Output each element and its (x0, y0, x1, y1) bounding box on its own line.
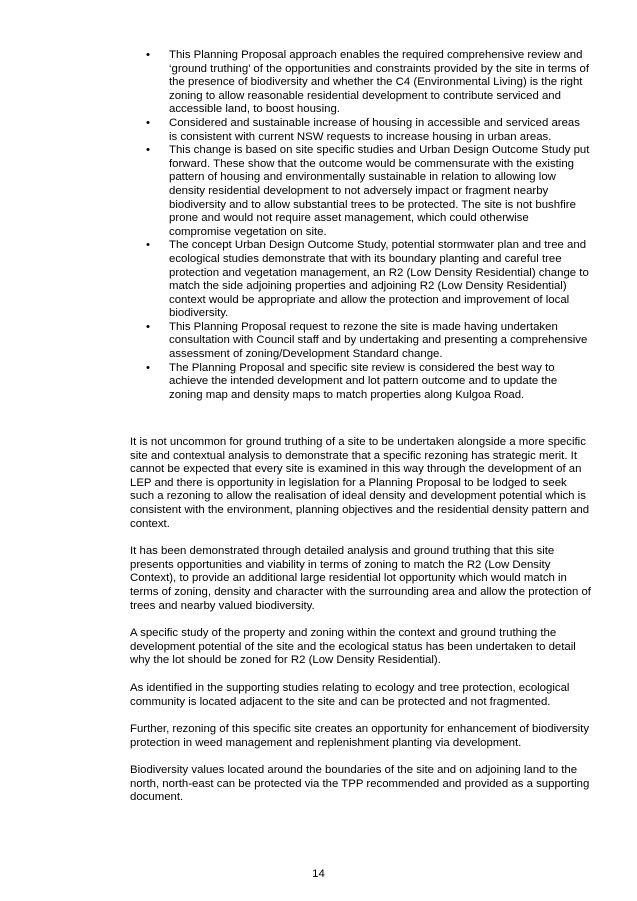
bullet-item (140, 49, 590, 117)
bullet-marker: • (146, 116, 150, 129)
bullet-marker: • (146, 144, 150, 157)
bullet-marker: • (146, 361, 150, 374)
paragraph: Biodiversity values located around the boundaries of the site and on adjoining land to the north, north-east can be protected via the TPP recommended and provided as a supporting document. (130, 764, 590, 804)
bullet-item (140, 144, 590, 239)
page-number: 14 (312, 868, 325, 880)
bullet-text: The concept Urban Design Outcome Study, potential stormwater plan and tree and ecological studies demonstrate that with its boundary planting and careful tree protection and vegetation management, an R2 (Low Density Residential) change to match the side adjoining properties and adjoining R2 (Low Density Residential) context would be appropriate and allow the protection and improvement of local biodiversity. (169, 239, 589, 320)
bullet-text: This Planning Proposal request to rezone the site is made having undertaken consultation with Council staff and by undertaking and presenting a comprehensive assessment of zoning/Development Standard change. (169, 320, 588, 361)
paragraph: A specific study of the property and zoning within the context and ground truthing the development potential of the site and the ecological status has been undertaken to detail why the lot should be zoned for R2 (Low Density Residential). (130, 627, 576, 667)
paragraph: As identified in the supporting studies relating to ecology and tree protection, ecological community is located adjacent to the site and can be protected and not fragmented. (130, 681, 570, 708)
bullet-item (140, 117, 590, 144)
bullet-marker: • (146, 320, 150, 333)
body-paragraphs (130, 436, 592, 819)
bullet-text: This Planning Proposal approach enables the required comprehensive review and ‘ground truthing’ of the opportunities and constraints provided by the site in terms of the presence of biodiversity and whether the C4 (Environmental Living) is the right zoning to allow reasonable residential development to contribute serviced and accessible land, to boost housing. (169, 49, 590, 116)
bullet-item (140, 239, 590, 321)
bullet-text: Considered and sustainable increase of housing in accessible and serviced areas is consistent with current NSW requests to increase housing in urban areas. (169, 116, 580, 143)
bullet-item (140, 321, 590, 362)
paragraph: Further, rezoning of this specific site creates an opportunity for enhancement of biodiversity protection in weed management and replenishment planting via development. (130, 723, 590, 749)
bullet-marker: • (146, 239, 150, 252)
bullet-item (140, 362, 590, 403)
bullet-text: This change is based on site specific studies and Urban Design Outcome Study put forward. These show that the outcome would be commensurate with the existing pattern of housing and environmentally sustainable in relation to allowing low density residential development to not adversely impact or fragment nearby biodiversity and to allow substantial trees to be protected. The site is not bushfire prone and would not require asset management, which could otherwise compromise vegetation on site. (169, 144, 590, 238)
bullet-text: The Planning Proposal and specific site review is considered the best way to achieve the intended development and lot pattern outcome and to update the zoning map and density maps to match properties along Kulgoa Road. (169, 361, 558, 401)
bullet-marker: • (146, 49, 150, 61)
bullet-list (140, 49, 590, 402)
paragraph: It has been demonstrated through detailed analysis and ground truthing that this site presents opportunities and viability in terms of zoning to match the R2 (Low Density Context), to provide an additional large residential lot opportunity which would match in terms of zoning, density and character with the surrounding area and allow the protection of trees and nearby valued biodiversity. (130, 545, 591, 612)
paragraph: It is not uncommon for ground truthing of a site to be undertaken alongside a more specific site and contextual analysis to demonstrate that a specific rezoning has strategic merit. It cannot be expected that every site is examined in this way through the development of an LEP and there is opportunity in legislation for a Planning Proposal to be lodged to seek such a rezoning to allow the realisation of ideal density and development potential which is consistent with the environment, planning objectives and the residential density pattern and context. (130, 436, 590, 530)
